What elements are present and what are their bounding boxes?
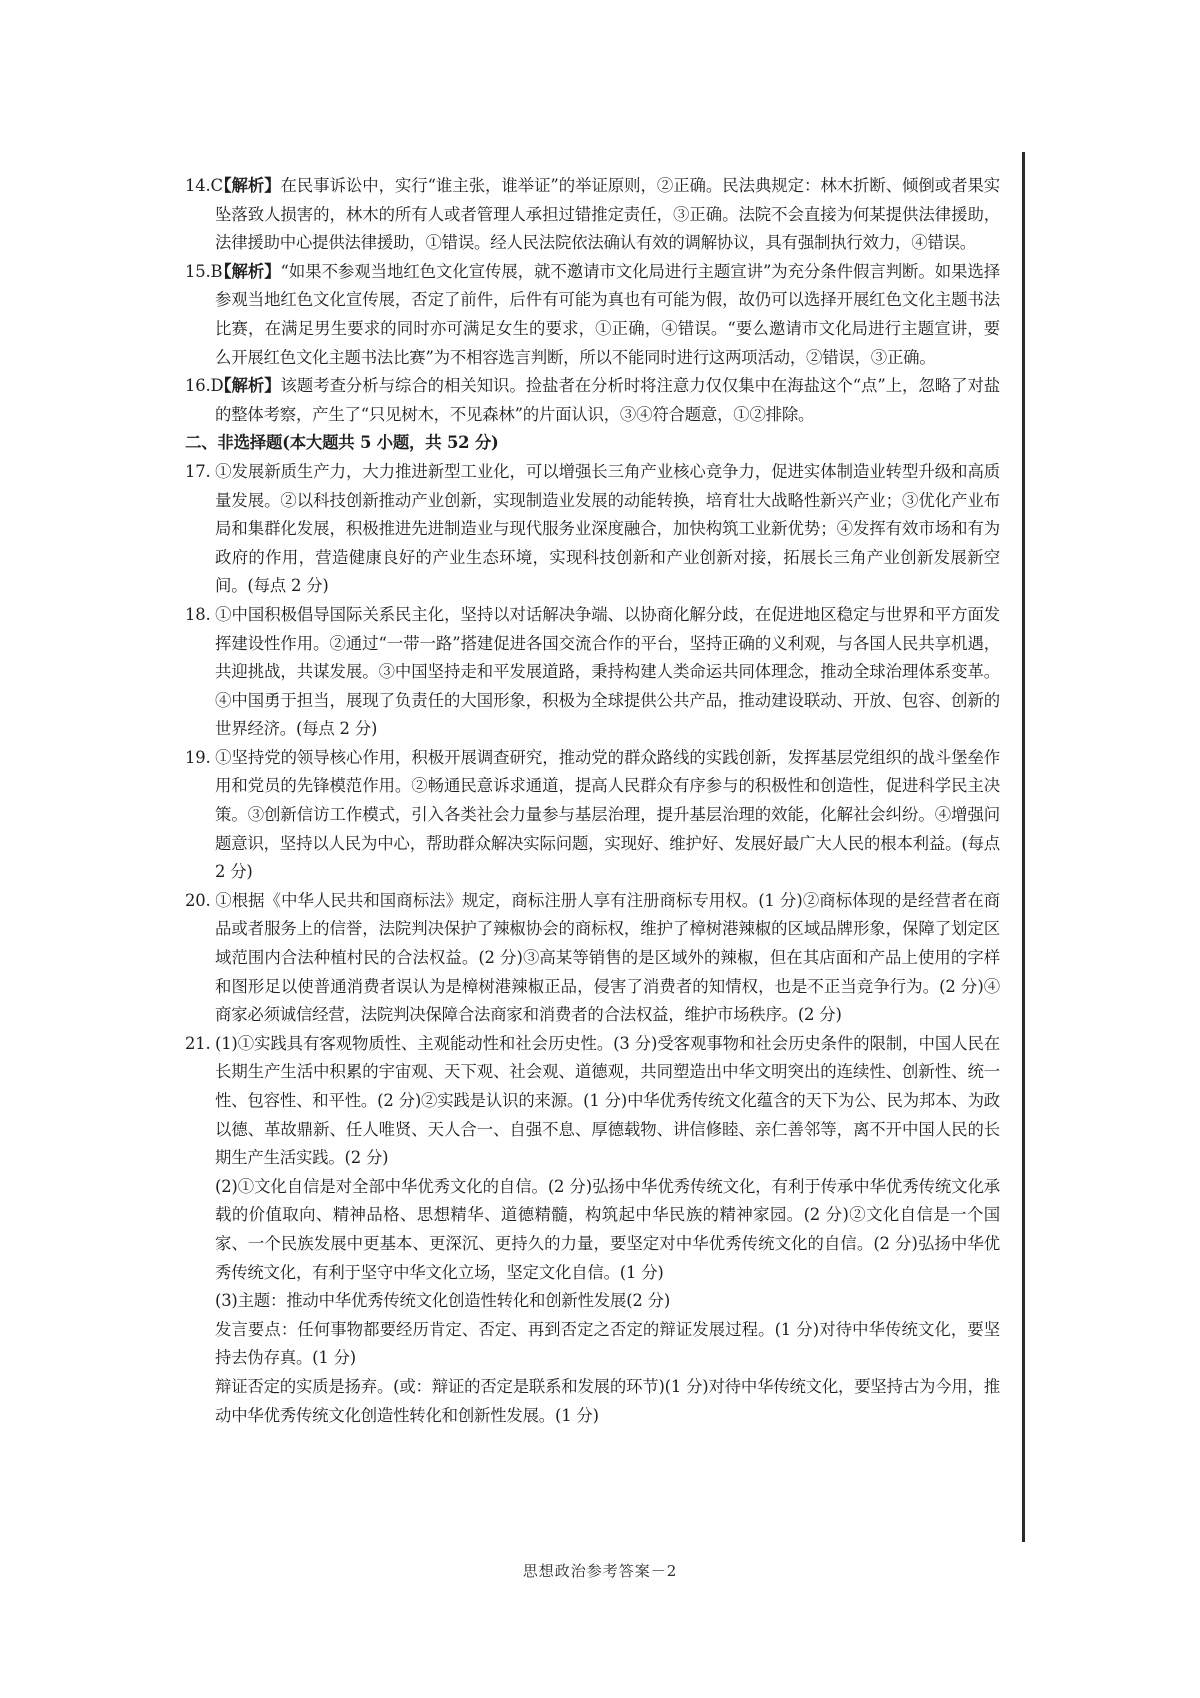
item-text: ①发展新质生产力，大力推进新型工业化，可以增强长三角产业核心竞争力，促进实体制造业转型升级和高质量发展。②以科技创新推动产业创新，实现制造业发展的动能转换，培育壮大战略性新兴产业；③优化产业布局和集群化发展，积极推进先进制造业与现代服务业深度融合，加快构筑工业新优势；④发挥有效市场和有为政府的作用，营造健康良好的产业生态环境，实现科技创新和产业创新对接，拓展长三角产业创新发展新空间。(每点 2 分): [215, 461, 1000, 596]
item-number: 19.: [185, 747, 211, 767]
answer-content: [185, 172, 1000, 1430]
answer-item-17: [185, 458, 1000, 601]
answer-21-part-2: (2)①文化自信是对全部中华优秀文化的自信。(2 分)弘扬中华优秀传统文化，有利于传承中华优秀传统文化承载的价值取向、精神品格、思想精华、道德精髓，构筑起中华民族的精神家园。(2 分)②文化自信是一个国家、一个民族发展中更基本、更深沉、更持久的力量，要坚定对中华优秀传统文化的自信。(2 分)弘扬中华优秀传统文化，有利于坚守中华文化立场，坚定文化自信。(1 分): [215, 1176, 1000, 1282]
item-text: ①坚持党的领导核心作用，积极开展调查研究，推动党的群众路线的实践创新，发挥基层党组织的战斗堡垒作用和党员的先锋模范作用。②畅通民意诉求通道，提高人民群众有序参与的积极性和创造性，促进科学民主决策。③创新信访工作模式，引入各类社会力量参与基层治理，提升基层治理的效能，化解社会纠纷。④增强问题意识，坚持以人民为中心，帮助群众解决实际问题，实现好、维护好、发展好最广大人民的根本利益。(每点 2 分): [215, 747, 1000, 882]
item-text: 该题考查分析与综合的相关知识。捡盐者在分析时将注意力仅仅集中在海盐这个“点”上，忽略了对盐的整体考察，产生了“只见树木，不见森林”的片面认识，③④符合题意，①②排除。: [215, 376, 1000, 424]
answer-item-15: [185, 258, 1000, 372]
analysis-tag: 【解析】: [215, 261, 281, 281]
answer-21-part-3-point-1: 发言要点：任何事物都要经历肯定、否定、再到否定之否定的辩证发展过程。(1 分)对待中华传统文化，要坚持去伪存真。(1 分): [215, 1319, 1000, 1368]
item-text: (1)①实践具有客观物质性、主观能动性和社会历史性。(3 分)受客观事物和社会历史条件的限制，中国人民在长期生产生活中积累的宇宙观、天下观、社会观、道德观，共同塑造出中华文明突出的连续性、创新性、统一性、包容性、和平性。(2 分)②实践是认识的来源。(1 分)中华优秀传统文化蕴含的天下为公、民为邦本、为政以德、革故鼎新、任人唯贤、天人合一、自强不息、厚德载物、讲信修睦、亲仁善邻等，离不开中国人民的长期生产生活实践。(2 分): [215, 1033, 1000, 1168]
item-number: 18.: [185, 604, 211, 624]
answer-item-16: [185, 372, 1000, 429]
item-text: ①根据《中华人民共和国商标法》规定，商标注册人享有注册商标专用权。(1 分)②商标体现的是经营者在商品或者服务上的信誉，法院判决保护了辣椒协会的商标权，维护了樟树港辣椒的区域品牌形象，保障了划定区域范围内合法种植村民的合法权益。(2 分)③高某等销售的是区域外的辣椒，但在其店面和产品上使用的字样和图形足以使普通消费者误认为是樟树港辣椒正品，侵害了消费者的知情权，也是不正当竞争行为。(2 分)④商家必须诚信经营，法院判决保障合法商家和消费者的合法权益，维护市场秩序。(2 分): [215, 890, 1000, 1025]
page-footer: 思想政治参考答案－2: [522, 1562, 678, 1580]
item-text: 在民事诉讼中，实行“谁主张，谁举证”的举证原则，②正确。民法典规定：林木折断、倾倒或者果实坠落致人损害的，林木的所有人或者管理人承担过错推定责任，③正确。法院不会直接为何某提供法律援助，法律援助中心提供法律援助，①错误。经人民法院依法确认有效的调解协议，具有强制执行效力，④错误。: [215, 176, 1000, 253]
right-margin-rule: [1022, 152, 1025, 1542]
item-number: 17.: [185, 461, 211, 481]
item-text: “如果不参观当地红色文化宣传展，就不邀请市文化局进行主题宣讲”为充分条件假言判断。如果选择参观当地红色文化宣传展，否定了前件，后件有可能为真也有可能为假，故仍可以选择开展红色文化主题书法比赛，在满足男生要求的同时亦可满足女生的要求，①正确，④错误。“要么邀请市文化局进行主题宣讲，要么开展红色文化主题书法比赛”为不相容选言判断，所以不能同时进行这两项活动，②错误，③正确。: [215, 261, 1000, 367]
answer-item-21: [185, 1030, 1000, 1173]
analysis-tag: 【解析】: [215, 376, 281, 396]
answer-21-part-3-theme: (3)主题：推动中华优秀传统文化创造性转化和创新性发展(2 分): [215, 1291, 671, 1311]
item-number: 20.: [185, 890, 211, 910]
item-number: 15.B: [185, 261, 223, 281]
answer-item-20: [185, 887, 1000, 1030]
answer-21-part-3-point-2: 辩证否定的实质是扬弃。(或：辩证的否定是联系和发展的环节)(1 分)对待中华传统文化，要坚持古为今用，推动中华优秀传统文化创造性转化和创新性发展。(1 分): [215, 1376, 1000, 1425]
answer-item-14: [185, 172, 1000, 258]
item-number: 16.D: [185, 376, 224, 396]
item-number: 14.C: [185, 176, 223, 195]
item-number: 21.: [185, 1033, 211, 1053]
section-heading: 二、非选择题(本大题共 5 小题，共 52 分): [185, 433, 499, 453]
answer-item-18: [185, 601, 1000, 744]
analysis-tag: 【解析】: [215, 176, 281, 195]
answer-item-19: [185, 744, 1000, 887]
item-text: ①中国积极倡导国际关系民主化，坚持以对话解决争端、以协商化解分歧，在促进地区稳定与世界和平方面发挥建设性作用。②通过“一带一路”搭建促进各国交流合作的平台，坚持正确的义利观，与各国人民共享机遇，共迎挑战，共谋发展。③中国坚持走和平发展道路，秉持构建人类命运共同体理念，推动全球治理体系变革。④中国勇于担当，展现了负责任的大国形象，积极为全球提供公共产品，推动建设联动、开放、包容、创新的世界经济。(每点 2 分): [215, 604, 1000, 739]
